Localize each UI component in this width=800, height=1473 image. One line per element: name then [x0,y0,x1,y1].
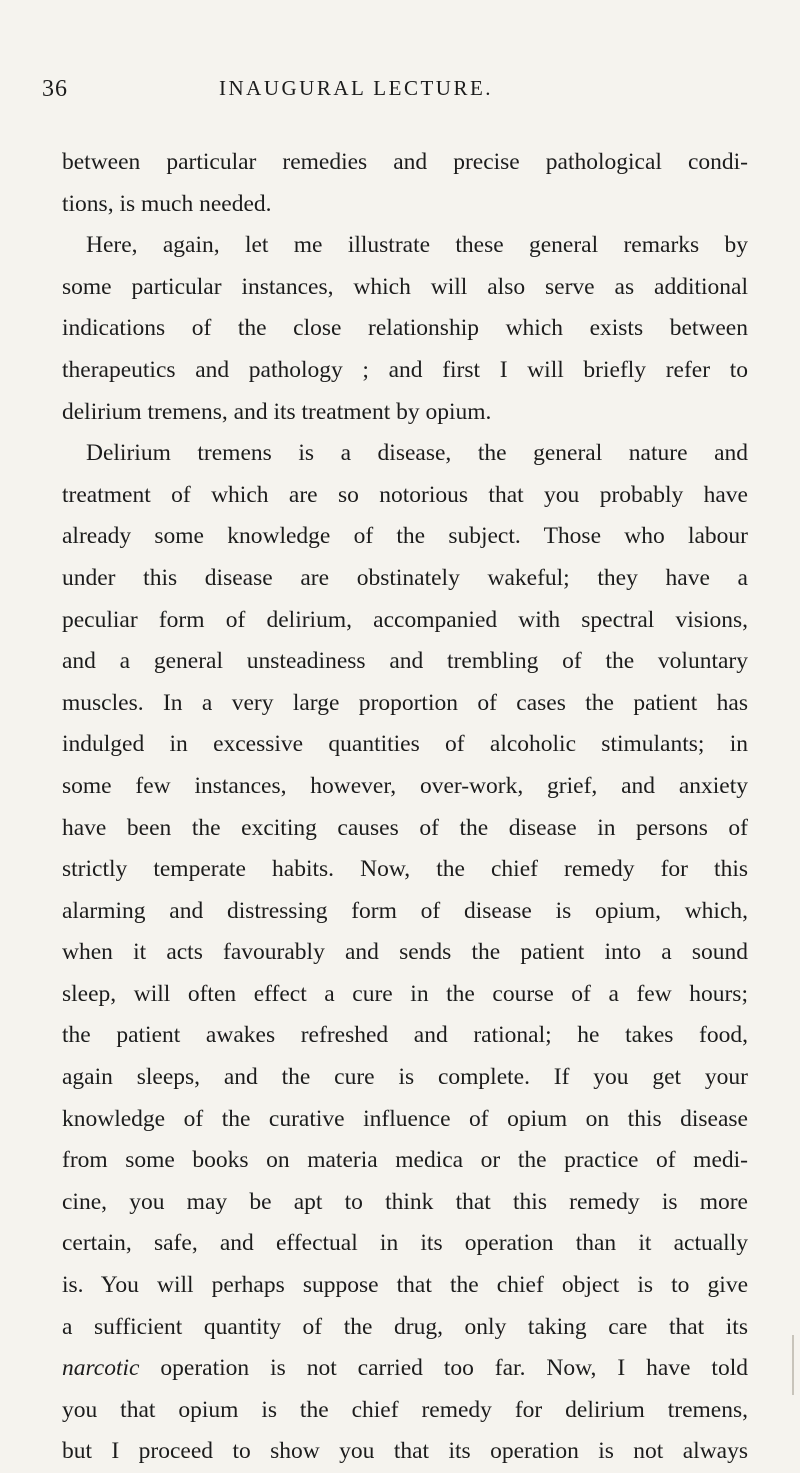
text-line: already some knowledge of the subject. Those who labour [62,523,748,550]
page-edge-shadow [792,1335,794,1395]
page-number: 36 [42,76,68,102]
text-line: certain, safe, and effectual in its operation than it actually [62,1230,748,1257]
text-line-remainder: operation is not carried too far. Now, I have told [139,1355,748,1382]
text-line: tions, is much needed. [62,190,272,217]
text-line: knowledge of the curative influence of opium on this disease [62,1105,748,1132]
paragraph-first-line: Here, again, let me illustrate these general remarks by [86,232,748,259]
text-line: strictly temperate habits. Now, the chief remedy for this [62,856,748,883]
running-head [42,76,732,106]
text-line: peculiar form of delirium, accompanied with spectral visions, [62,606,748,633]
text-line: under this disease are obstinately wakeful; they have a [62,564,748,591]
paragraph-first-line: Delirium tremens is a disease, the general nature and [86,440,748,467]
text-line: some particular instances, which will also serve as additional [62,273,748,300]
text-line: a sufficient quantity of the drug, only taking care that its [62,1313,748,1340]
running-title: INAUGURAL LECTURE. [219,76,494,100]
text-line: muscles. In a very large proportion of cases the patient has [62,689,748,716]
text-line: cine, you may be apt to think that this remedy is more [62,1188,748,1215]
body-text [62,142,748,1473]
text-line: and a general unsteadiness and trembling of the voluntary [62,648,748,675]
text-line: when it acts favourably and sends the patient into a sound [62,939,748,966]
text-line: again sleeps, and the cure is complete. If you get your [62,1064,748,1091]
text-line-with-italic [62,1348,748,1390]
text-line: treatment of which are so notorious that you probably have [62,481,748,508]
italic-word: narcotic [62,1355,140,1382]
text-line: therapeutics and pathology ; and first I will briefly refer to [62,356,748,383]
text-line: from some books on materia medica or the practice of medi- [62,1147,748,1174]
text-line: but I proceed to show you that its operation is not always [62,1438,748,1465]
text-line: the patient awakes refreshed and rational; he takes food, [62,1022,748,1049]
text-line: indulged in excessive quantities of alcoholic stimulants; in [62,731,748,758]
text-line: you that opium is the chief remedy for delirium tremens, [62,1396,748,1423]
text-line: between particular remedies and precise pathological condi- [62,149,748,175]
text-line: delirium tremens, and its treatment by opium. [62,398,492,425]
text-line: have been the exciting causes of the disease in persons of [62,814,748,841]
text-line: some few instances, however, over-work, grief, and anxiety [62,772,748,799]
text-line: alarming and distressing form of disease is opium, which, [62,897,748,924]
text-line: indications of the close relationship which exists between [62,315,748,342]
text-line: sleep, will often effect a cure in the course of a few hours; [62,980,748,1007]
text-line: is. You will perhaps suppose that the chief object is to give [62,1272,748,1299]
